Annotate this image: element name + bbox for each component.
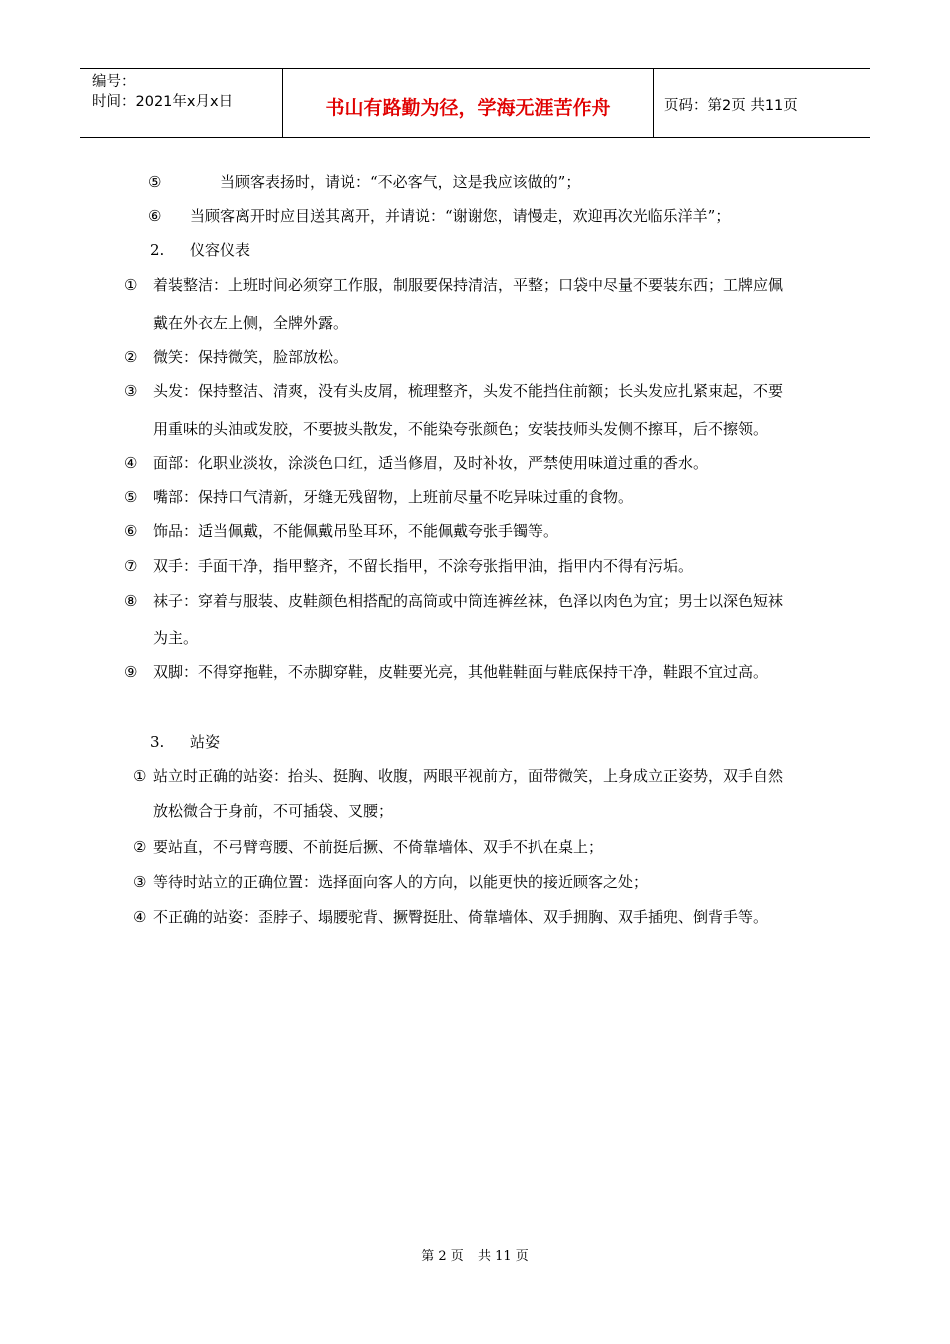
marker: ⑥ <box>124 522 138 540</box>
marker: ⑥ <box>148 207 162 225</box>
marker: ② <box>124 348 138 366</box>
body-line: 用重味的头油或发胶，不要披头散发，不能染夸张颜色；安装技师头发侧不擦耳，后不擦领。 <box>153 420 769 438</box>
header-motto-cell <box>282 69 654 137</box>
date-line: 时间：2021年x月x日 <box>92 94 234 110</box>
body-line: 双脚：不得穿拖鞋，不赤脚穿鞋，皮鞋要光亮，其他鞋鞋面与鞋底保持干净，鞋跟不宜过高。 <box>153 663 769 681</box>
body-line: 站立时正确的站姿：抬头、挺胸、收腹，两眼平视前方，面带微笑，上身成立正姿势，双手自然 <box>153 767 784 785</box>
marker: ① <box>124 276 138 294</box>
section-heading: 站姿 <box>190 733 221 751</box>
marker: ④ <box>124 454 138 472</box>
body-line: 为主。 <box>153 629 199 647</box>
body-line: 着装整洁：上班时间必须穿工作服，制服要保持清洁，平整；口袋中尽量不要装东西；工牌应佩 <box>153 276 784 294</box>
marker: ⑤ <box>124 488 138 506</box>
body-line: 当顾客离开时应目送其离开，并请说：“谢谢您，请慢走，欢迎再次光临乐洋羊”； <box>190 207 731 225</box>
body-line: 微笑：保持微笑，脸部放松。 <box>153 348 349 366</box>
marker: ⑧ <box>124 592 138 610</box>
section-number: 2. <box>150 241 165 259</box>
header-meta <box>80 69 282 137</box>
motto: 书山有路勤为径，学海无涯苦作舟 <box>325 96 611 119</box>
body-line: 等待时站立的正确位置：选择面向客人的方向，以能更快的接近顾客之处； <box>153 873 649 891</box>
section-number: 3. <box>150 733 165 751</box>
body-line: 不正确的站姿：歪脖子、塌腰驼背、撅臀挺肚、倚靠墙体、双手拥胸、双手插兜、倒背手等。 <box>153 908 769 926</box>
body-line: 放松微合于身前，不可插袋、叉腰； <box>153 802 394 820</box>
footer-total: 共 11 页 <box>477 1249 529 1264</box>
body-line: 嘴部：保持口气清新，牙缝无残留物，上班前尽量不吃异味过重的食物。 <box>153 488 634 506</box>
body-line: 面部：化职业淡妆，涂淡色口红，适当修眉，及时补妆，严禁使用味道过重的香水。 <box>153 454 709 472</box>
marker: ⑦ <box>124 557 138 575</box>
marker: ③ <box>133 873 147 891</box>
section-heading: 仪容仪表 <box>190 241 251 259</box>
body-line: 双手：手面干净，指甲整齐，不留长指甲，不涂夸张指甲油，指甲内不得有污垢。 <box>153 557 694 575</box>
page-info: 页码：第2页 共11页 <box>664 97 798 114</box>
footer-page: 第 2 页 <box>421 1249 464 1264</box>
body-line: 头发：保持整洁、清爽，没有头皮屑，梳理整齐，头发不能挡住前额；长头发应扎紧束起，不要 <box>153 382 784 400</box>
page-footer <box>0 1245 950 1264</box>
body-line: 饰品：适当佩戴，不能佩戴吊坠耳环，不能佩戴夸张手镯等。 <box>153 522 559 540</box>
marker: ① <box>133 767 147 785</box>
body-line: 要站直，不弓臂弯腰、不前挺后撅、不倚靠墙体、双手不扒在桌上； <box>153 838 604 856</box>
marker: ⑨ <box>124 663 138 681</box>
number-label: 编号： <box>92 74 136 90</box>
body-line: 当顾客表扬时，请说：“不必客气，这是我应该做的”； <box>220 173 581 191</box>
body-line: 戴在外衣左上侧，全牌外露。 <box>153 314 349 332</box>
header-page-info <box>664 69 870 137</box>
marker: ④ <box>133 908 147 926</box>
marker: ② <box>133 838 147 856</box>
body-line: 袜子：穿着与服装、皮鞋颜色相搭配的高筒或中筒连裤丝袜，色泽以肉色为宜；男士以深色短袜 <box>153 592 784 610</box>
marker: ③ <box>124 382 138 400</box>
document-header <box>80 68 870 138</box>
marker: ⑤ <box>148 173 162 191</box>
